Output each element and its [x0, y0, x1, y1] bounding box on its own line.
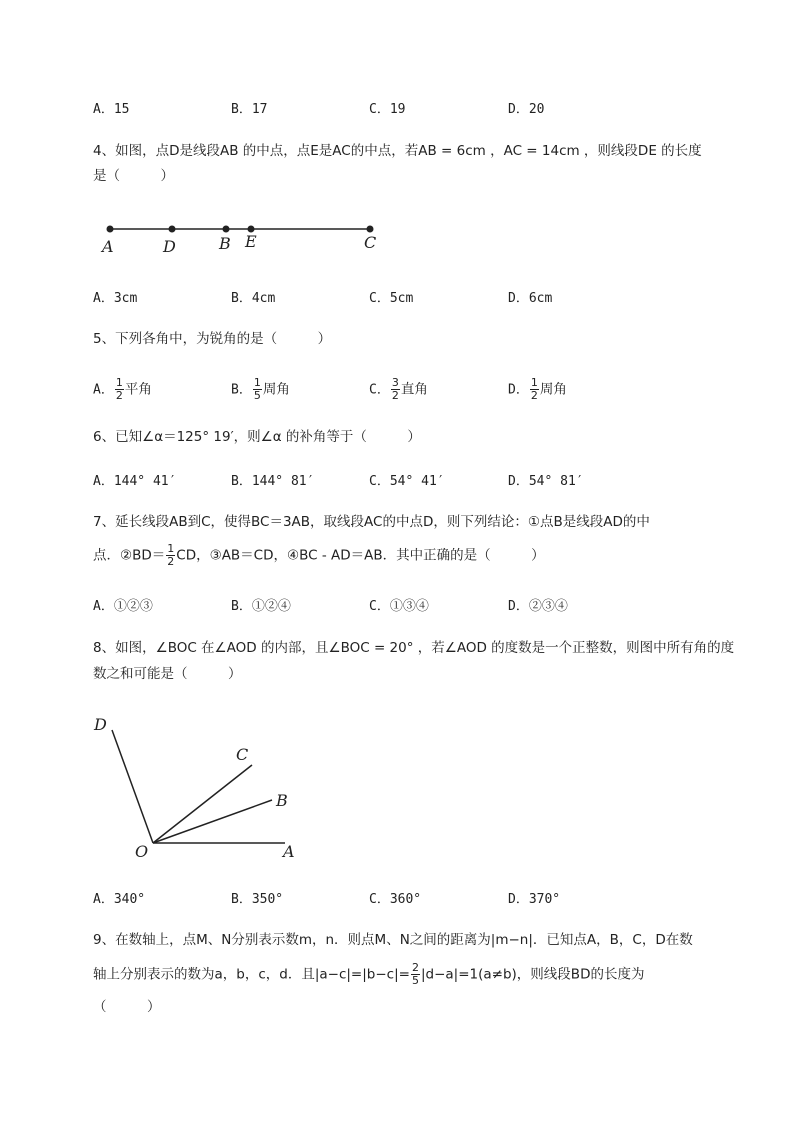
q8-label-d: D — [94, 715, 107, 734]
q6-option-c: C．54° 41′ — [369, 474, 445, 489]
q4-option-c: C．5cm — [369, 291, 414, 306]
point-a — [107, 226, 114, 233]
q5-option-a-word: 平角 — [124, 381, 152, 398]
q4-label-a: A — [102, 237, 114, 256]
q5-option-c-word: 直角 — [400, 381, 428, 398]
q4-label-e: E — [245, 232, 257, 251]
q6-option-a: A．144° 41′ — [93, 474, 177, 489]
q8-stem-line1: 8、如图，∠BOC 在∠AOD 的内部，且∠BOC = 20° ，若∠AOD 的度数是一个正整数，则图中所有角的度 — [93, 640, 735, 656]
q7-option-a: A．①②③ — [93, 599, 153, 614]
q8-label-a: A — [283, 842, 295, 861]
q8-option-a: A．340° — [93, 892, 146, 907]
q9-line2-end: |d−a|=1(a≠b)，则线段BD的长度为 — [420, 966, 645, 983]
q3-option-d: D．20 — [508, 102, 545, 117]
q7-line2-end: CD，③AB＝CD，④BC - AD＝AB．其中正确的是（ ） — [176, 547, 545, 564]
q5-option-a-fraction: $\frac{1}{2}$ — [115, 376, 123, 402]
q7-option-b: B．①②④ — [231, 599, 291, 614]
q4-stem-line2: 是（ ） — [93, 168, 174, 184]
q5-option-d — [508, 377, 567, 402]
q8-label-b: B — [276, 791, 288, 810]
q8-option-c: C．360° — [369, 892, 422, 907]
q9-line2-start: 轴上分别表示的数为a，b，c，d．且|a−c|=|b−c|= — [93, 966, 410, 983]
q8-label-o: O — [135, 842, 149, 861]
q3-option-c: C．19 — [369, 102, 406, 117]
q7-line2-start: 点．②BD＝ — [93, 547, 166, 564]
point-b — [223, 226, 230, 233]
q7-stem-line1: 7、延长线段AB到C，使得BC＝3AB，取线段AC的中点D，则下列结论：①点B是线段AD的中 — [93, 514, 650, 530]
q9-stem-line3: （ ） — [93, 999, 161, 1015]
q9-stem-line2 — [93, 962, 644, 987]
q8-option-b: B．350° — [231, 892, 284, 907]
q8-angle-figure — [93, 715, 295, 861]
q5-option-a-letter: A． — [93, 382, 114, 398]
q7-option-d: D．②③④ — [508, 599, 568, 614]
point-d — [169, 226, 176, 233]
q4-label-b: B — [219, 234, 231, 253]
q5-option-d-word: 周角 — [539, 381, 567, 398]
q8-label-c: C — [236, 745, 249, 764]
q7-fraction: $\frac{1}{2}$ — [167, 542, 175, 568]
q5-option-b — [231, 377, 290, 402]
q4-stem-line1: 4、如图，点D是线段AB 的中点，点E是AC的中点，若AB = 6cm ，AC = 14cm ，则线段DE 的长度 — [93, 143, 702, 159]
q5-option-b-fraction: $\frac{1}{5}$ — [253, 376, 261, 402]
q5-option-d-letter: D． — [508, 382, 529, 398]
q5-option-b-letter: B． — [231, 382, 252, 398]
q3-option-b: B．17 — [231, 102, 268, 117]
point-c — [367, 226, 374, 233]
q7-option-c: C．①③④ — [369, 599, 429, 614]
q4-label-d: D — [163, 237, 176, 256]
q5-option-c-letter: C． — [369, 382, 390, 398]
q6-stem: 6、已知∠α＝125° 19′，则∠α 的补角等于（ ） — [93, 429, 421, 445]
q8-option-d: D．370° — [508, 892, 561, 907]
q5-option-c — [369, 377, 428, 402]
q4-segment-figure — [100, 226, 376, 257]
q3-option-a: A．15 — [93, 102, 130, 117]
q4-option-a: A．3cm — [93, 291, 138, 306]
q9-fraction: $\frac{2}{5}$ — [411, 961, 419, 987]
q5-option-c-fraction: $\frac{3}{2}$ — [391, 376, 399, 402]
q8-stem-line2: 数之和可能是（ ） — [93, 666, 242, 682]
q9-stem-line1: 9、在数轴上，点M、N分别表示数m，n．则点M、N之间的距离为|m−n|．已知点A，B，C，D在数 — [93, 932, 693, 948]
q5-option-b-word: 周角 — [262, 381, 290, 398]
q5-stem: 5、下列各角中，为锐角的是（ ） — [93, 331, 332, 347]
q4-option-d: D．6cm — [508, 291, 553, 306]
q7-stem-line2 — [93, 543, 545, 568]
q5-option-d-fraction: $\frac{1}{2}$ — [530, 376, 538, 402]
q5-option-a — [93, 377, 152, 402]
q4-option-b: B．4cm — [231, 291, 276, 306]
q4-label-c: C — [364, 233, 377, 252]
q6-option-d: D．54° 81′ — [508, 474, 584, 489]
q6-option-b: B．144° 81′ — [231, 474, 315, 489]
